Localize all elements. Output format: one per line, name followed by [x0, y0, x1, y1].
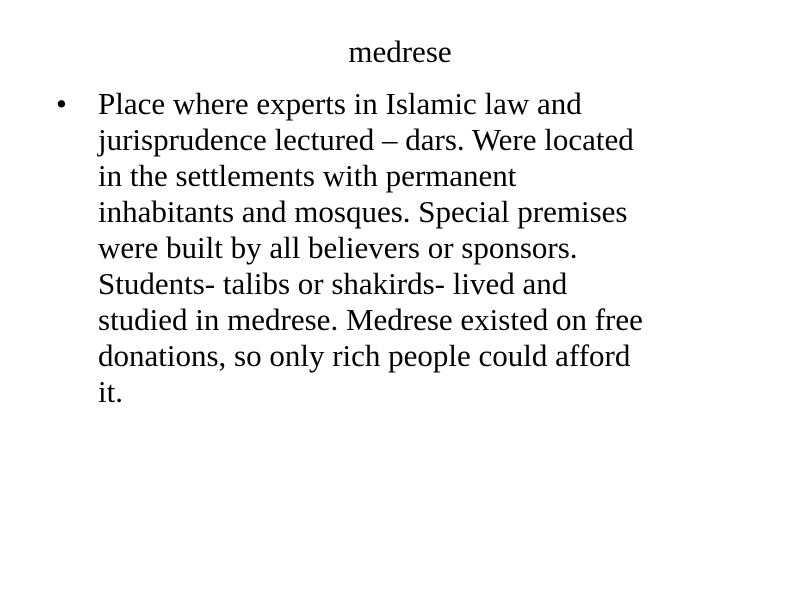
bullet-text	[98, 86, 748, 410]
bullet-line: jurisprudence lectured – dars. Were located	[98, 122, 634, 157]
bullet-marker-icon: •	[56, 86, 67, 121]
bullet-line: donations, so only rich people could afford	[98, 338, 631, 373]
bullet-line: in the settlements with permanent	[98, 158, 517, 193]
bullet-line: Place where experts in Islamic law and	[98, 86, 582, 121]
slide-title: medrese	[348, 34, 452, 69]
bullet-line: inhabitants and mosques. Special premises	[98, 194, 628, 229]
bullet-line: were built by all believers or sponsors.	[98, 230, 578, 265]
bullet-line: it.	[98, 374, 123, 409]
bullet-line: studied in medrese. Medrese existed on free	[98, 302, 643, 337]
bullet-line: Students- talibs or shakirds- lived and	[98, 266, 568, 301]
